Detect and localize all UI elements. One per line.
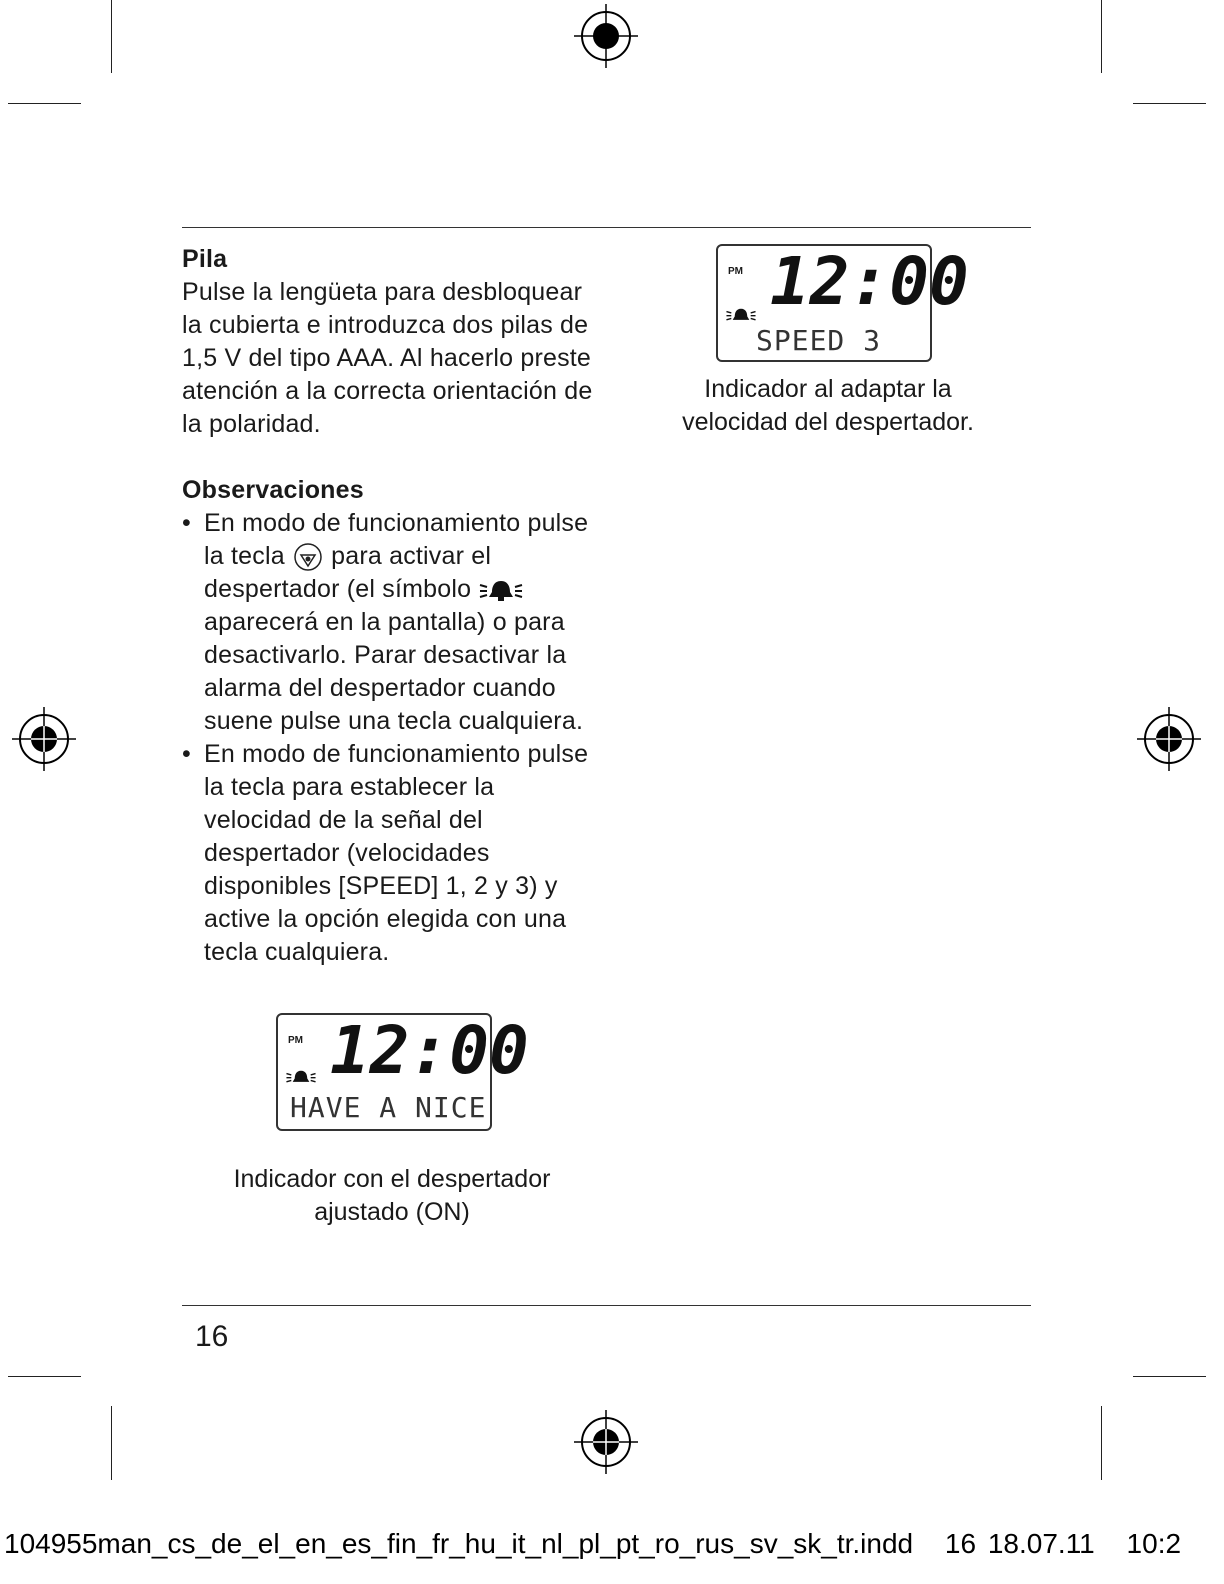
slug-filename: 104955man_cs_de_el_en_es_fin_fr_hu_it_nl_pl_pt_ro_rus_sv_sk_tr.indd <box>4 1528 914 1559</box>
print-slug <box>4 1528 1205 1560</box>
pila-body: Pulse la lengüeta para desbloquear la cubierta e introduzca dos pilas de 1,5 V del tipo AAA. Al hacerlo preste atención a la correcta orientación de la polaridad. <box>182 278 593 438</box>
caption-nice: Indicador con el despertador ajustado (ON) <box>233 1165 551 1226</box>
top-rule <box>182 227 1031 228</box>
bullet1-text-b: para activar el despertador (el símbolo <box>204 542 492 603</box>
slug-date: 18.07.11 <box>987 1528 1095 1559</box>
list-item <box>182 507 602 738</box>
left-column <box>182 243 602 969</box>
bullet1-text-a: En modo de funcionamiento pulse la tecla <box>204 509 589 570</box>
slug-time: 10:2 <box>1126 1528 1182 1559</box>
crop-mark-top-right-h <box>1133 103 1206 104</box>
caption-speed: Indicador al adaptar la velocidad del despertador. <box>682 375 974 436</box>
alarm-bell-icon <box>724 306 758 324</box>
registration-mark-right <box>1137 707 1201 771</box>
crop-mark-bottom-right-v <box>1101 1406 1102 1480</box>
lcd-display-speed <box>716 243 969 362</box>
crop-mark-top-left-v <box>111 0 112 73</box>
list-item <box>182 738 602 969</box>
slug-page: 16 <box>944 1528 977 1559</box>
crop-mark-bottom-left-v <box>111 1406 112 1480</box>
bullet-dot: • <box>182 509 191 537</box>
crop-mark-top-right-v <box>1101 0 1102 73</box>
lcd-text: HAVE A NICE <box>290 1091 487 1124</box>
page-number: 16 <box>195 1320 229 1353</box>
lcd-text: SPEED 3 <box>756 324 882 357</box>
crop-mark-bottom-left-h <box>8 1376 81 1377</box>
lcd-display-nice <box>276 1012 529 1131</box>
alarm-bell-icon <box>478 577 524 603</box>
bottom-rule <box>182 1305 1031 1306</box>
alarm-bell-icon <box>284 1068 318 1086</box>
lcd-time: 12:00 <box>770 243 969 320</box>
observaciones-heading: Observaciones <box>182 476 364 504</box>
bullet-dot: • <box>182 740 191 768</box>
lcd-time: 12:00 <box>330 1012 529 1089</box>
registration-mark-bottom <box>574 1410 638 1474</box>
observaciones-list <box>182 507 602 969</box>
registration-mark-top <box>574 4 638 68</box>
bullet1-text-c: aparecerá en la pantalla) o para desactivarlo. Parar desactivar la alarma del despertador cuando suene pulse una tecla cualquiera. <box>204 608 584 735</box>
pm-indicator: PM <box>728 266 743 277</box>
crop-mark-top-left-h <box>8 103 81 104</box>
crop-mark-bottom-right-h <box>1133 1376 1206 1377</box>
registration-mark-left <box>12 707 76 771</box>
bullet2-text: En modo de funcionamiento pulse la tecla para establecer la velocidad de la señal del despertador (velocidades disponibles [SPEED] 1, 2 y 3) y active la opción elegida con una tecla cualquiera. <box>204 740 589 966</box>
alarm-key-icon <box>292 542 324 572</box>
pm-indicator: PM <box>288 1035 303 1046</box>
pila-heading: Pila <box>182 245 228 273</box>
